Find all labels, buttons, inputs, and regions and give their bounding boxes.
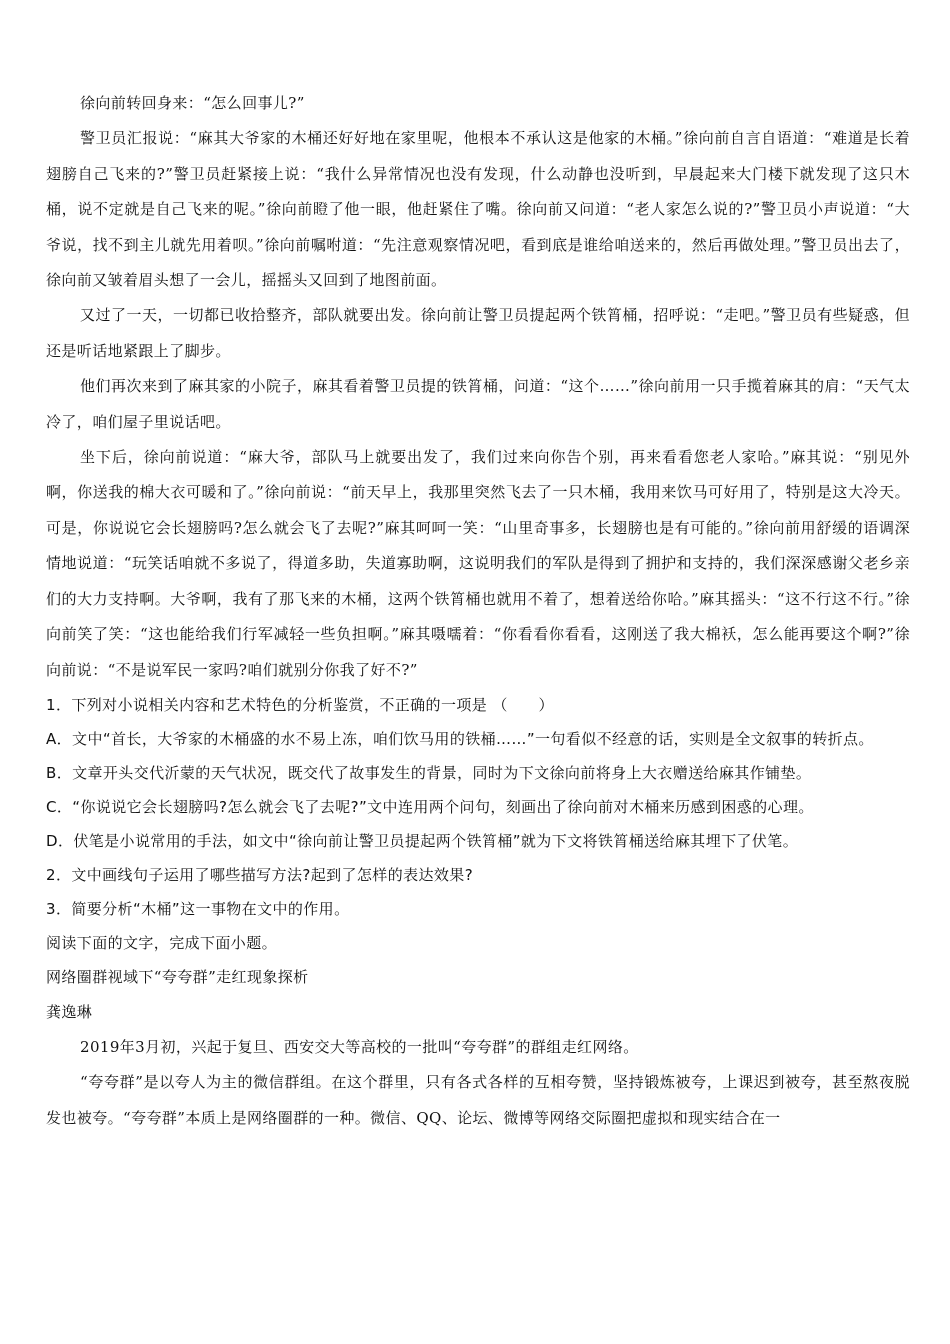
option-b: B．文章开头交代沂蒙的天气状况，既交代了故事发生的背景，同时为下文徐向前将身上大衣赠送给麻其作铺垫。	[46, 763, 812, 782]
article-title: 网络圈群视域下“夸夸群”走红现象探析	[46, 967, 309, 986]
option-d: D．伏笔是小说常用的手法，如文中“徐向前让警卫员提起两个铁筲桶”就为下文将铁筲桶送给麻其埋下了伏笔。	[46, 831, 799, 850]
story-paragraph: 他们再次来到了麻其家的小院子，麻其看着警卫员提的铁筲桶，问道：“这个……”徐向前用一只手揽着麻其的肩：“天气太冷了，咱们屋子里说话吧。	[46, 377, 910, 431]
option-c: C．“你说说它会长翅膀吗?怎么就会飞了去呢?”文中连用两个问句，刻画出了徐向前对木桶来历感到困惑的心理。	[46, 797, 814, 816]
question-2: 2．文中画线句子运用了哪些描写方法?起到了怎样的表达效果?	[46, 865, 474, 884]
story-paragraph: 坐下后，徐向前说道：“麻大爷，部队马上就要出发了，我们过来向你告个别，再来看看您老人家哈。”麻其说：“别见外啊，你送我的棉大衣可暖和了。”徐向前说：“前天早上，我那里突然飞去了一只木桶，我用来饮马可好用了，特别是这大冷天。可是，你说说它会长翅膀吗?怎么就会飞了去呢?”麻其呵呵一笑：“山里奇事多，长翅膀也是有可能的。”徐向前用舒缓的语调深情地说道：“玩笑话咱就不多说了，得道多助，失道寡助啊，这说明我们的军队是得到了拥护和支持的，我们深深感谢父老乡亲们的大力支持啊。大爷啊，我有了那飞来的木桶，这两个铁筲桶也就用不着了，想着送给你哈。”麻其摇头：“这不行这不行。”徐向前笑了笑：“这也能给我们行军减轻一些负担啊。”麻其嗫嚅着：“你看看你看看，这刚送了我大棉袄，怎么能再要这个啊?”徐向前说：“不是说军民一家吗?咱们就别分你我了好不?”	[46, 448, 910, 679]
article-paragraph: 2019年3月初，兴起于复旦、西安交大等高校的一批叫“夸夸群”的群组走红网络。	[80, 1037, 639, 1056]
question-3: 3．简要分析“木桶”这一事物在文中的作用。	[46, 899, 350, 918]
story-paragraph: 又过了一天，一切都已收拾整齐，部队就要出发。徐向前让警卫员提起两个铁筲桶，招呼说：“走吧。”警卫员有些疑惑，但还是听话地紧跟上了脚步。	[46, 306, 910, 360]
story-paragraph: 徐向前转回身来：“怎么回事儿?”	[80, 94, 305, 112]
question-1: 1．下列对小说相关内容和艺术特色的分析鉴赏，不正确的一项是 （ ）	[46, 695, 554, 714]
story-paragraph: 警卫员汇报说：“麻其大爷家的木桶还好好地在家里呢，他根本不承认这是他家的木桶。”徐向前自言自语道：“难道是长着翅膀自己飞来的?”警卫员赶紧接上说：“我什么异常情况也没有发现，什么动静也没听到，早晨起来大门楼下就发现了这只木桶，说不定就是自己飞来的呢。”徐向前瞪了他一眼，他赶紧住了嘴。徐向前又问道：“老人家怎么说的?”警卫员小声说道：“大爷说，找不到主儿就先用着呗。”徐向前嘱咐道：“先注意观察情况吧，看到底是谁给咱送来的，然后再做处理。”警卫员出去了，徐向前又皱着眉头想了一会儿，摇摇头又回到了地图前面。	[46, 129, 910, 290]
reading-instruction: 阅读下面的文字，完成下面小题。	[46, 933, 278, 952]
article-author: 龚逸琳	[46, 1002, 93, 1021]
document-body	[46, 86, 910, 1136]
article-paragraph: “夸夸群”是以夸人为主的微信群组。在这个群里，只有各式各样的互相夸赞，坚持锻炼被夸，上课迟到被夸，甚至熬夜脱发也被夸。“夸夸群”本质上是网络圈群的一种。微信、QQ、论坛、微博等网络交际圈把虚拟和现实结合在一	[46, 1073, 910, 1127]
option-a: A．文中“首长，大爷家的木桶盛的水不易上冻，咱们饮马用的铁桶……”一句看似不经意的话，实则是全文叙事的转折点。	[46, 729, 874, 748]
